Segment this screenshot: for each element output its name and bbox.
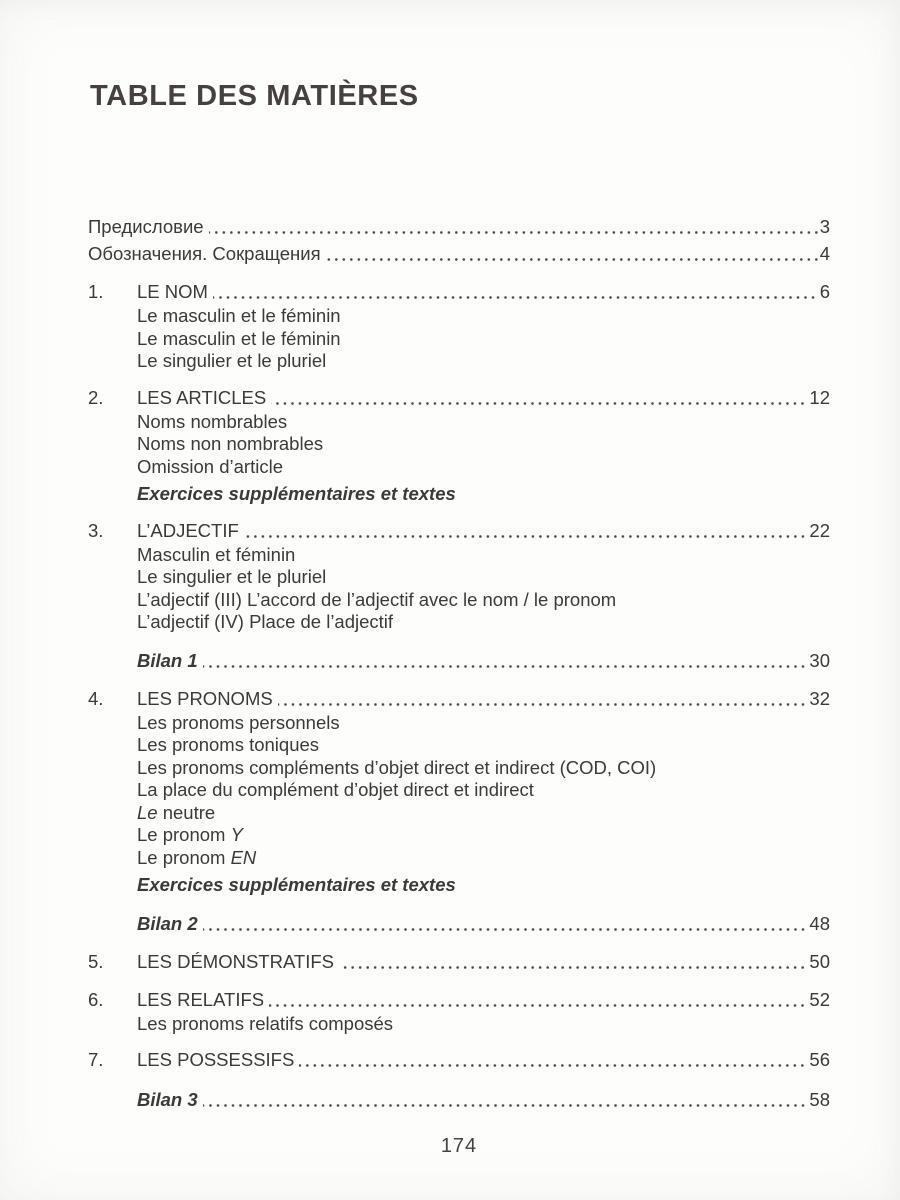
toc-entry-label [137,824,243,847]
chapter-number: 7. [88,1049,104,1070]
toc-entry-label [137,910,198,937]
label-segment: Exercices supplémentaires et textes [137,874,456,895]
label-segment: LE NOM [137,281,208,302]
table-of-contents [88,213,830,1113]
dot-leader [299,1063,806,1068]
toc-entry-label [137,779,534,802]
toc-entry-label [137,350,326,373]
toc-row-front [88,240,830,267]
toc-entry-label [137,1013,393,1036]
label-segment-italic: EN [230,846,257,868]
toc-entry-page: 6 [819,281,830,302]
toc-entry-label [137,483,456,506]
toc-entry-page: 52 [809,988,830,1010]
toc-row-sub [88,1013,830,1036]
chapter-number: 3. [88,519,104,541]
toc-row-chapter [88,278,830,305]
toc-entry-label [137,802,215,825]
label-segment: L’adjectif (IV) Place de l’adjectif [137,611,394,632]
toc-entry-page: 22 [809,519,830,541]
toc-entry-label [137,712,340,735]
dot-leader [203,664,807,669]
toc-row-bilan [88,910,830,937]
toc-entry-page: 48 [809,912,830,934]
label-segment: Le singulier et le pluriel [137,350,327,371]
label-segment: Le pronom [137,824,231,845]
toc-row-sub [88,433,830,456]
toc-row-sub [88,757,830,780]
label-segment: Le masculin et le féminin [137,327,341,349]
label-segment: L’adjectif (III) L’accord de l’adjectif avec le nom / le pronom [137,588,617,610]
toc-row-chapter [88,685,830,712]
label-segment: Masculin et féminin [137,543,296,565]
toc-entry-label [137,456,283,479]
toc-row-sub [88,305,830,328]
toc-entry-label [137,847,256,870]
toc-row-sub [88,456,830,479]
dot-leader [326,257,820,262]
toc-entry-page: 30 [809,649,830,671]
toc-entry-label [137,757,656,780]
toc-row-chapter [88,986,830,1013]
toc-row-exercises [88,874,830,897]
toc-entry-label [137,589,616,612]
label-segment: Le masculin et le féminin [137,305,341,326]
chapter-number: 5. [88,950,104,972]
label-segment: Omission d’article [137,455,283,477]
toc-entry-page: 56 [809,1049,830,1070]
label-segment: La place du complément d’objet direct et indirect [137,779,534,800]
dot-leader [269,1003,806,1008]
toc-entry-label [137,411,287,434]
toc-row-chapter [88,948,830,975]
toc-row-sub [88,566,830,589]
chapter-number: 1. [88,281,104,302]
toc-entry-label [88,240,321,267]
toc-entry-label [137,384,266,411]
toc-entry-page: 32 [809,687,830,709]
toc-row-sub [88,328,830,351]
label-segment: LES RELATIFS [137,988,265,1010]
toc-entry-label [137,1046,294,1073]
toc-entry-page: 58 [809,1089,830,1110]
toc-row-chapter [88,1046,830,1073]
label-segment: Les pronoms toniques [137,734,320,755]
toc-row-sub [88,779,830,802]
dot-leader [278,702,807,707]
toc-row-chapter [88,384,830,411]
toc-row-sub [88,611,830,634]
toc-row-sub [88,350,830,373]
toc-entry-label [137,986,264,1013]
toc-entry-label [137,1086,198,1113]
toc-row-sub [88,712,830,735]
toc-row-sub [88,824,830,847]
toc-entry-label [137,874,456,897]
page-number: 174 [440,1135,478,1157]
chapter-number: 4. [88,687,104,709]
label-segment-italic: Le [137,801,158,823]
label-segment: LES PRONOMS [137,687,273,709]
label-segment: LES POSSESSIFS [137,1049,295,1070]
toc-entry-label [137,685,273,712]
toc-row-chapter [88,517,830,544]
toc-entry-label [137,647,198,674]
toc-entry-page: 4 [819,243,830,264]
toc-entry-label [137,278,208,305]
toc-row-sub [88,544,830,567]
dot-leader [203,1103,807,1108]
label-segment: L’ADJECTIF [137,519,239,541]
label-segment-italic: Y [230,824,243,845]
toc-row-bilan [88,1086,830,1113]
dot-leader [213,295,817,300]
toc-entry-page: 50 [809,950,830,972]
label-segment: neutre [157,801,216,823]
toc-row-sub [88,847,830,870]
toc-entry-label [137,566,326,589]
label-segment: Le pronom [137,846,231,868]
label-segment: Noms nombrables [137,410,288,432]
label-segment: LES DÉMONSTRATIFS [137,950,335,972]
label-segment: Обозначения. Сокращения [88,243,321,264]
page-title: TABLE DES MATIÈRES [90,80,419,112]
label-segment: Noms non nombrables [137,433,324,454]
dot-leader [244,534,807,539]
toc-entry-label [137,433,323,456]
toc-row-exercises [88,483,830,506]
toc-row-sub [88,411,830,434]
label-segment: Bilan 3 [137,1089,198,1110]
toc-entry-label [137,734,319,757]
chapter-number: 2. [88,386,104,408]
label-segment: Le singulier et le pluriel [137,566,327,587]
toc-entry-label [137,544,295,567]
toc-row-sub [88,734,830,757]
toc-entry-label [137,517,239,544]
toc-row-sub [88,589,830,612]
toc-entry-label [88,213,204,240]
label-segment: Les pronoms relatifs composés [137,1012,394,1034]
toc-entry-page: 3 [819,216,830,237]
chapter-number: 6. [88,988,104,1010]
toc-entry-label [137,948,334,975]
toc-row-sub [88,802,830,825]
label-segment: Bilan 2 [137,912,198,934]
label-segment: Предисловие [88,216,204,237]
toc-row-front [88,213,830,240]
label-segment: LES ARTICLES [137,386,267,408]
label-segment: Les pronoms personnels [137,711,340,733]
toc-row-bilan [88,647,830,674]
toc-entry-label [137,305,341,328]
dot-leader [339,965,806,970]
dot-leader [209,230,820,235]
label-segment: Exercices supplémentaires et textes [137,483,456,504]
toc-entry-label [137,328,341,351]
toc-entry-label [137,611,393,634]
label-segment: Les pronoms compléments d’objet direct et indirect (COD, COI) [137,756,657,778]
dot-leader [203,927,807,932]
toc-entry-page: 12 [809,386,830,408]
label-segment: Bilan 1 [137,649,198,671]
dot-leader [271,401,806,406]
